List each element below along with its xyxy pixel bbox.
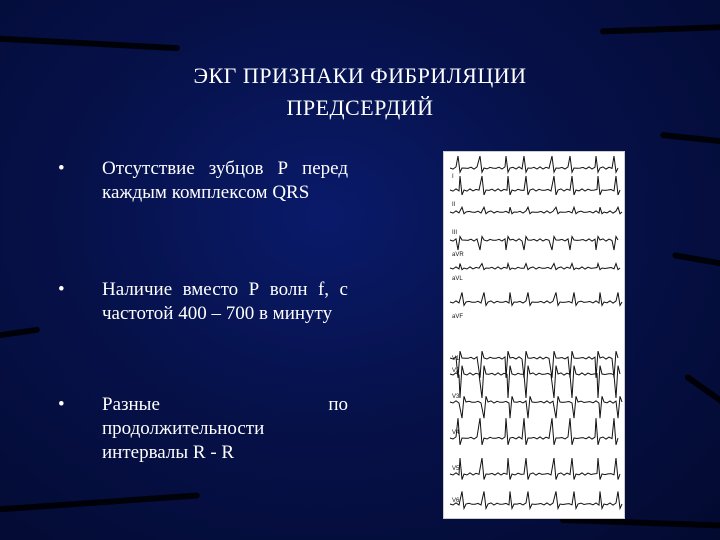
ecg-lead-label: V4 — [452, 430, 460, 436]
ecg-lead-label: aVF — [452, 314, 464, 320]
ecg-lead-trace — [450, 458, 620, 480]
ecg-lead-label: III — [452, 230, 458, 236]
ecg-image — [443, 151, 625, 519]
ecg-lead-label: aVR — [452, 252, 464, 258]
bullet-text: Отсутствие зубцов Р перед каждым комплексом QRS — [102, 158, 348, 203]
list-item — [58, 393, 348, 465]
ecg-lead-trace — [450, 176, 620, 195]
ecg-lead-trace — [450, 366, 620, 398]
decorative-streak — [600, 24, 720, 35]
ecg-lead-label: II — [452, 202, 456, 208]
ecg-lead-label: V3 — [452, 394, 460, 400]
bullet-text: Разные по продолжительности интервалы R - R — [102, 394, 348, 463]
bullet-marker: • — [58, 279, 65, 300]
decorative-streak — [0, 35, 180, 51]
bullet-marker: • — [58, 394, 65, 415]
ecg-lead-trace — [450, 237, 618, 251]
ecg-lead-label: V6 — [452, 498, 460, 504]
ecg-lead-trace — [450, 264, 620, 270]
ecg-lead-trace — [450, 207, 622, 214]
ecg-lead-trace — [450, 418, 618, 445]
ecg-lead-trace — [450, 396, 622, 418]
bullet-marker: • — [58, 158, 65, 179]
ecg-lead-trace — [450, 292, 622, 305]
ecg-lead-label: V5 — [452, 466, 460, 472]
ecg-lead-label: I — [452, 174, 454, 180]
ecg-lead-label: aVL — [452, 276, 463, 282]
decorative-streak — [0, 492, 200, 513]
slide-title: ЭКГ ПРИЗНАКИ ФИБРИЛЯЦИИ ПРЕДСЕРДИЙ — [193, 63, 527, 120]
ecg-lead-trace — [450, 156, 618, 172]
ecg-lead-label: V1 — [452, 356, 460, 362]
list-item — [58, 278, 348, 326]
decorative-streak — [0, 327, 40, 340]
decorative-streak — [660, 132, 720, 146]
ecg-traces — [444, 152, 624, 518]
ecg-lead-trace — [450, 491, 622, 508]
ecg-lead-label: V2 — [452, 368, 460, 374]
bullet-text: Наличие вместо Р волн f, с частотой 400 – 700 в минуту — [102, 279, 348, 324]
decorative-streak — [672, 252, 720, 270]
list-item — [58, 157, 348, 205]
decorative-streak — [684, 373, 720, 412]
